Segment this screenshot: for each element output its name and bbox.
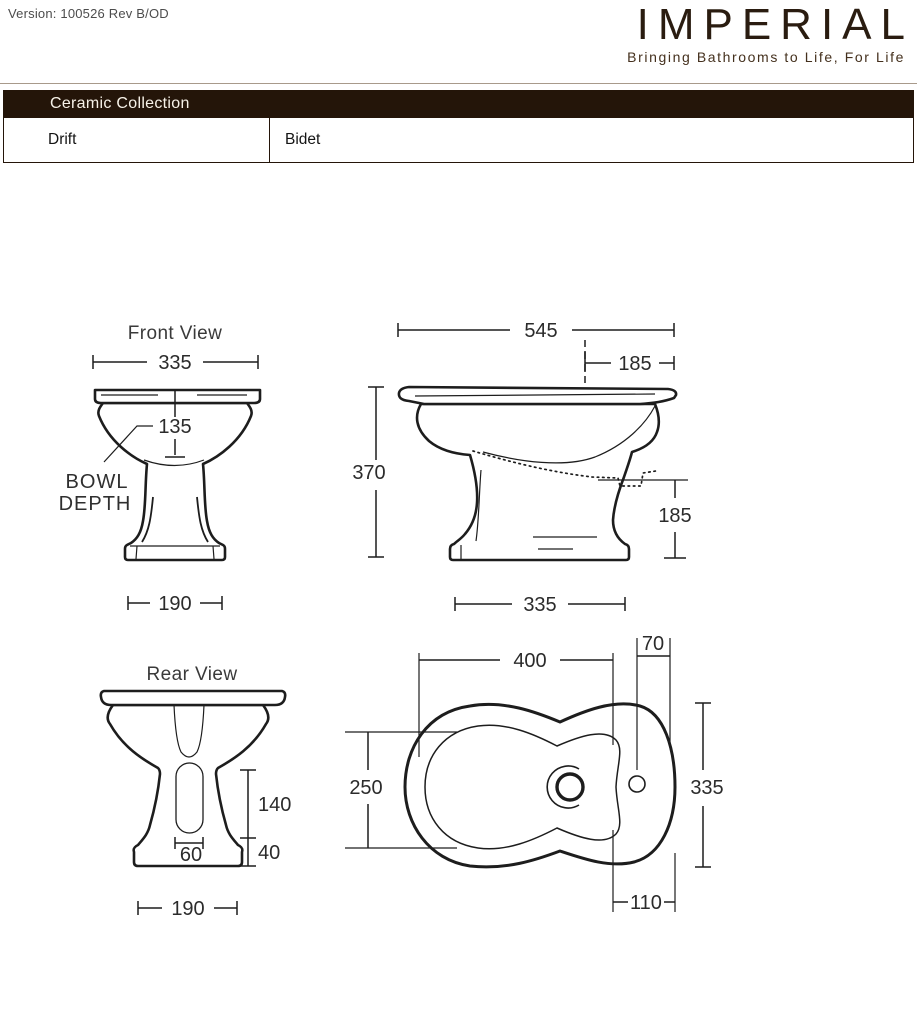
caption-line1: BOWL (65, 471, 129, 493)
brand-block (627, 0, 914, 66)
top-view (345, 633, 724, 914)
brand-logo: IMPERIAL (636, 0, 914, 49)
product-row (3, 118, 914, 163)
tap-hole (629, 776, 645, 792)
top-inner-bowl-outline (425, 725, 620, 849)
technical-drawing (0, 170, 917, 1024)
dim-bowl-width (345, 732, 457, 848)
dim-side-height (352, 387, 385, 557)
dim-slot-height-value: 140 (258, 794, 292, 816)
dim-base-height-value: 40 (258, 842, 281, 864)
dim-bowl-width-value: 250 (349, 777, 383, 799)
dim-side-depth-value: 545 (524, 320, 558, 342)
side-view (352, 320, 691, 616)
dim-front-base-width (128, 593, 222, 615)
rear-body-outline (108, 705, 269, 866)
front-rim (95, 390, 260, 403)
brand-tagline: Bringing Bathrooms to Life, For Life (627, 49, 905, 66)
front-view-title: Front View (127, 323, 223, 344)
dim-spout-offset (585, 351, 674, 375)
header-rule (0, 83, 917, 84)
dim-tap-offset (637, 633, 670, 770)
dim-top-width-value: 335 (690, 777, 724, 799)
dim-slot-height (240, 770, 291, 866)
dim-front-width (93, 352, 258, 374)
caption-line2: DEPTH (58, 493, 132, 515)
dim-bowl-length (419, 650, 613, 757)
rear-rim (101, 691, 285, 705)
top-outer-outline (405, 704, 675, 867)
drain-recess-arc (547, 766, 579, 808)
front-view (59, 323, 260, 615)
dim-tap-offset-value: 70 (641, 633, 665, 655)
dim-bowl-depth-value: 135 (158, 416, 192, 438)
dim-spout-offset-value: 185 (618, 353, 652, 375)
dim-side-base-depth (455, 594, 625, 616)
dim-slot-width-value: 60 (179, 844, 203, 866)
dim-side-depth (398, 320, 674, 342)
dim-front-width-value: 335 (158, 352, 192, 374)
extension-line (637, 638, 670, 770)
dim-rear-base-value: 190 (171, 898, 205, 920)
dim-bowl-length-value: 400 (513, 650, 547, 672)
dim-rear-offset (613, 830, 675, 914)
product-cell: Bidet (285, 131, 321, 148)
drain-hole (557, 774, 583, 800)
version-label: Version: 100526 Rev B/OD (8, 6, 169, 21)
collection-title: Ceramic Collection (50, 95, 190, 112)
dim-top-width (690, 703, 723, 867)
dim-front-base-value: 190 (158, 593, 192, 615)
rear-view-title: Rear View (146, 664, 238, 685)
rear-view (101, 664, 292, 920)
dim-rear-height-value: 185 (658, 505, 692, 527)
dim-side-base-value: 335 (523, 594, 557, 616)
dim-rear-offset-value: 110 (630, 892, 662, 914)
dim-side-height-value: 370 (352, 462, 386, 484)
range-cell: Drift (4, 118, 270, 162)
dim-rear-base-width (138, 898, 237, 920)
collection-header-bar (3, 90, 914, 118)
